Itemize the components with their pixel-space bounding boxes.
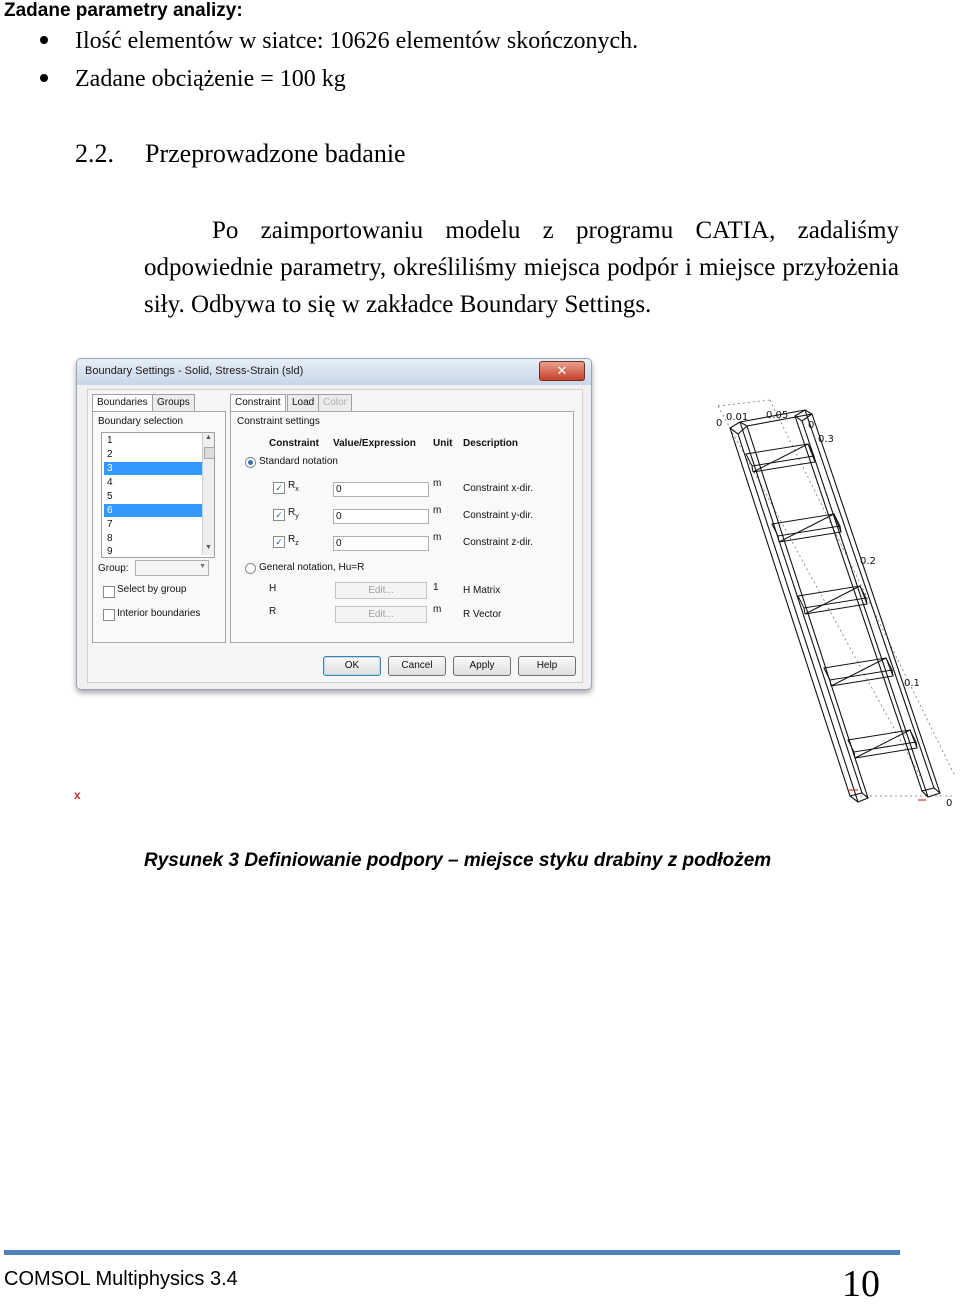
list-item-selected[interactable]: 6: [104, 504, 203, 517]
axis-marker-icon: x: [74, 788, 81, 802]
dialog-title: Boundary Settings - Solid, Stress-Strain (sld): [85, 365, 304, 377]
ry-description: Constraint y-dir.: [463, 510, 534, 521]
tab-color: Color: [318, 394, 352, 411]
paragraph-text: Po zaimportowaniu modelu z programu CATIA, zadaliśmy odpowiednie parametry, określiliśmy miejsca podpór i miejsce przyłożenia siły. Odbywa to się w zakładce Boundary Settings.: [144, 217, 899, 318]
boundary-selection-label: Boundary selection: [98, 416, 184, 427]
column-header-unit: Unit: [433, 438, 453, 449]
axis-label: 0.3: [818, 434, 834, 445]
footer-title: COMSOL Multiphysics 3.4: [4, 1268, 238, 1290]
select-by-group-label: Select by group: [117, 584, 187, 595]
bullet-icon: [40, 36, 48, 44]
axis-label: 0.1: [904, 678, 920, 689]
r-edit-button[interactable]: Edit...: [335, 606, 427, 623]
subsection-text: Przeprowadzone badanie: [145, 139, 406, 168]
rx-unit: m: [433, 478, 442, 489]
column-header-description: Description: [463, 438, 519, 449]
tab-groups[interactable]: Groups: [152, 394, 195, 411]
h-label: H: [269, 583, 277, 594]
rz-checkbox[interactable]: ✓: [273, 536, 285, 548]
bullet-text: Ilość elementów w siatce: 10626 elementów skończonych.: [75, 28, 639, 54]
subsection-number: 2.2.: [75, 139, 114, 168]
list-item[interactable]: 1: [107, 435, 113, 446]
rz-label: $R_z$: [288, 534, 299, 547]
body-paragraph: [144, 212, 899, 323]
rx-label: $R_x$: [288, 480, 299, 493]
footer-rule: [4, 1250, 900, 1255]
interior-boundaries-label: Interior boundaries: [117, 608, 201, 619]
boundary-settings-dialog: [76, 358, 592, 690]
tab-load[interactable]: Load: [287, 394, 319, 411]
boundary-selection-list[interactable]: [101, 432, 215, 558]
list-item[interactable]: 8: [107, 533, 113, 544]
r-description: R Vector: [463, 609, 502, 620]
ry-unit: m: [433, 505, 442, 516]
standard-notation-radio[interactable]: [245, 457, 256, 468]
column-header-value: Value/Expression: [333, 438, 416, 449]
close-button[interactable]: ✕: [539, 361, 585, 381]
axis-label: 0: [716, 418, 723, 429]
bullet-text: Zadane obciążenie = 100 kg: [75, 66, 346, 92]
interior-boundaries-checkbox[interactable]: [103, 609, 115, 621]
axis-label: 0.01: [726, 412, 749, 423]
axis-label: 0.05: [766, 410, 789, 421]
bullet-icon: [40, 74, 48, 82]
subsection-title: [75, 139, 406, 169]
list-item[interactable]: 9: [107, 546, 113, 554]
h-description: H Matrix: [463, 585, 501, 596]
axis-label: 0.2: [860, 556, 876, 567]
rz-description: Constraint z-dir.: [463, 537, 534, 548]
figure-caption: Rysunek 3 Definiowanie podpory – miejsce styku drabiny z podłożem: [144, 850, 772, 871]
dialog-titlebar: [77, 359, 591, 385]
cancel-button[interactable]: Cancel: [388, 656, 446, 676]
r-unit: m: [433, 604, 442, 615]
list-item-selected[interactable]: 3: [104, 462, 203, 475]
apply-button[interactable]: Apply: [453, 656, 511, 676]
chevron-down-icon: ▼: [199, 563, 206, 570]
tab-constraint[interactable]: Constraint: [230, 394, 286, 411]
bullet-item: [40, 66, 346, 93]
list-item[interactable]: 2: [107, 449, 113, 460]
tab-boundaries[interactable]: Boundaries: [92, 394, 153, 411]
column-header-constraint: Constraint: [269, 438, 319, 449]
group-label: Group:: [98, 563, 129, 574]
rx-input[interactable]: 0: [333, 482, 429, 497]
boundaries-panel: [92, 411, 226, 643]
rz-input[interactable]: 0: [333, 536, 429, 551]
ry-label: $R_y$: [288, 507, 299, 520]
r-label: R: [269, 606, 277, 617]
rz-unit: m: [433, 532, 442, 543]
axis-label: 0: [946, 798, 953, 809]
scroll-down-icon[interactable]: ▼: [205, 544, 212, 551]
rx-checkbox[interactable]: ✓: [273, 482, 285, 494]
h-edit-button[interactable]: Edit...: [335, 582, 427, 599]
constraint-panel: [230, 411, 574, 643]
group-select[interactable]: [135, 560, 209, 576]
ok-button[interactable]: OK: [323, 656, 381, 676]
h-unit: 1: [433, 582, 439, 593]
ladder-wireframe: [700, 396, 960, 826]
select-by-group-checkbox[interactable]: [103, 586, 115, 598]
general-notation-radio[interactable]: [245, 563, 256, 574]
section-heading: Zadane parametry analizy:: [4, 0, 243, 21]
help-button[interactable]: Help: [518, 656, 576, 676]
list-item[interactable]: 4: [107, 477, 113, 488]
list-item[interactable]: 5: [107, 491, 113, 502]
general-notation-label: General notation, Hu=R: [259, 562, 365, 573]
rx-description: Constraint x-dir.: [463, 483, 534, 494]
list-item[interactable]: 7: [107, 519, 113, 530]
axis-label: 0: [808, 420, 815, 431]
page-number: 10: [842, 1263, 880, 1305]
scroll-up-icon[interactable]: ▲: [205, 434, 212, 441]
list-scrollbar[interactable]: [202, 433, 214, 555]
ry-input[interactable]: 0: [333, 509, 429, 524]
bullet-item: [40, 28, 638, 55]
standard-notation-label: Standard notation: [259, 456, 338, 467]
ry-checkbox[interactable]: ✓: [273, 509, 285, 521]
constraint-settings-label: Constraint settings: [237, 416, 320, 427]
scroll-thumb[interactable]: [204, 447, 215, 459]
dialog-body: [87, 389, 583, 683]
